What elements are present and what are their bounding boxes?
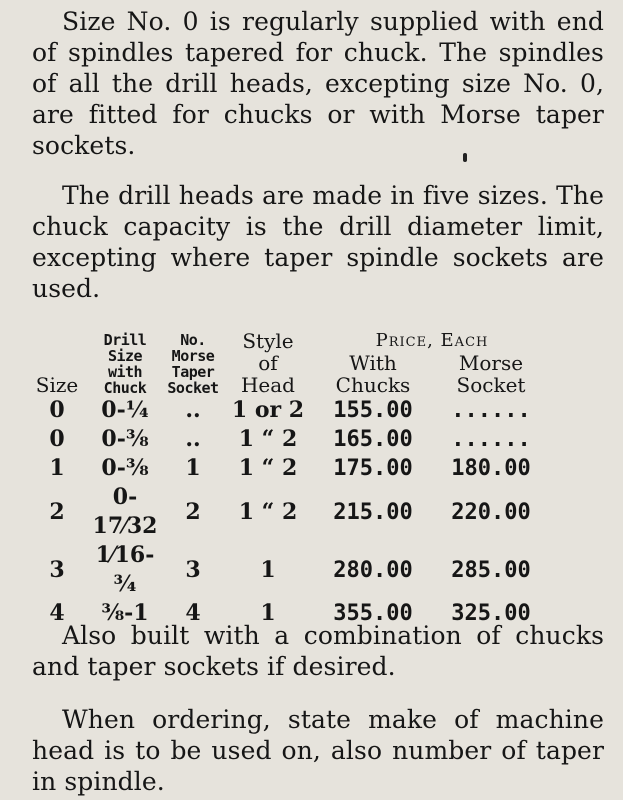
- cell-size: 3: [49, 556, 65, 583]
- cell-style: 1: [260, 600, 276, 626]
- header-style-line2: of: [258, 351, 278, 375]
- header-drill-size: [86, 330, 164, 396]
- table-row: [28, 454, 550, 483]
- cell-price-chucks: 280.00: [333, 557, 413, 583]
- paragraph-spindle-note: Size No. 0 is regularly supplied with end of spindles tapered for chuck. The spindles of all the drill heads, excepting size No. 0, are fitted for chucks or with Morse taper sockets.: [32, 7, 604, 160]
- cell-price-socket: ......: [451, 427, 531, 452]
- cell-style: 1 or 2: [231, 397, 305, 423]
- cell-size: 0: [49, 397, 65, 423]
- cell-price-socket: 325.00: [451, 601, 531, 626]
- cell-morse: ..: [185, 397, 201, 423]
- table-row: [28, 425, 550, 454]
- header-chucks-line1: With: [349, 351, 397, 375]
- header-socket-line1: Morse: [458, 351, 524, 375]
- header-morse-socket: [432, 351, 550, 396]
- cell-price-chucks: 215.00: [333, 499, 413, 525]
- header-drill-line3: with: [107, 363, 143, 381]
- header-style-of-head: [222, 330, 314, 396]
- paragraph-sizes-note: The drill heads are made in five sizes. The chuck capacity is the drill diameter limit, excepting where taper spindle sockets are used.: [32, 181, 604, 303]
- cell-price-socket: 220.00: [451, 499, 531, 525]
- cell-morse: 4: [185, 600, 201, 626]
- cell-price-chucks: 355.00: [333, 601, 413, 626]
- header-socket-line2: Socket: [456, 373, 526, 397]
- cell-drill: ⅜-1: [101, 600, 149, 626]
- cell-style: 1: [260, 556, 276, 583]
- paragraph-combination-note: Also built with a combination of chucks and taper sockets if desired.: [32, 621, 604, 681]
- cell-price-socket: 285.00: [451, 557, 531, 583]
- cell-drill: 0-¼: [101, 397, 149, 423]
- table-row: [28, 396, 550, 425]
- cell-size: 1: [49, 455, 65, 481]
- header-drill-line4: Chuck: [103, 379, 147, 397]
- table-row: [28, 483, 550, 541]
- header-drill-line2: Size: [107, 347, 143, 365]
- cell-morse: 3: [185, 556, 201, 583]
- header-price-each: Price, Each: [375, 329, 489, 351]
- cell-price-chucks: 175.00: [333, 456, 413, 481]
- header-morse-line2: Morse: [171, 347, 215, 365]
- cell-size: 0: [49, 426, 65, 452]
- price-table: [28, 330, 550, 628]
- cell-style: 1 “ 2: [238, 426, 298, 452]
- cell-size: 4: [49, 600, 65, 626]
- cell-price-socket: 180.00: [451, 456, 531, 481]
- header-morse-line1: No.: [180, 331, 206, 349]
- cell-drill: 0-17⁄32: [92, 484, 158, 539]
- cell-morse: 1: [185, 455, 201, 481]
- cell-price-chucks: 155.00: [333, 398, 413, 423]
- cell-price-socket: ......: [451, 398, 531, 423]
- cell-drill: 0-⅜: [101, 426, 149, 452]
- print-speck: [463, 153, 467, 162]
- header-style-line3: Head: [240, 373, 295, 397]
- header-with-chucks: [314, 351, 432, 396]
- cell-size: 2: [49, 498, 65, 525]
- paragraph-ordering-note: When ordering, state make of machine head is to be used on, also number of taper in spindle.: [32, 705, 604, 796]
- cell-drill: 0-⅜: [101, 455, 149, 481]
- table-row: [28, 541, 550, 599]
- header-morse-line4: Socket: [167, 379, 219, 397]
- header-style-line1: Style: [242, 329, 294, 353]
- header-size: Size: [35, 373, 79, 397]
- header-chucks-line2: Chucks: [335, 373, 411, 397]
- cell-price-chucks: 165.00: [333, 427, 413, 452]
- cell-style: 1 “ 2: [238, 498, 298, 525]
- cell-drill: 1⁄16-¾: [95, 542, 155, 597]
- header-drill-line1: Drill: [103, 331, 147, 349]
- header-morse-taper: [164, 330, 222, 396]
- header-morse-line3: Taper: [171, 363, 215, 381]
- cell-morse: ..: [185, 426, 201, 452]
- cell-morse: 2: [185, 498, 201, 525]
- cell-style: 1 “ 2: [238, 455, 298, 481]
